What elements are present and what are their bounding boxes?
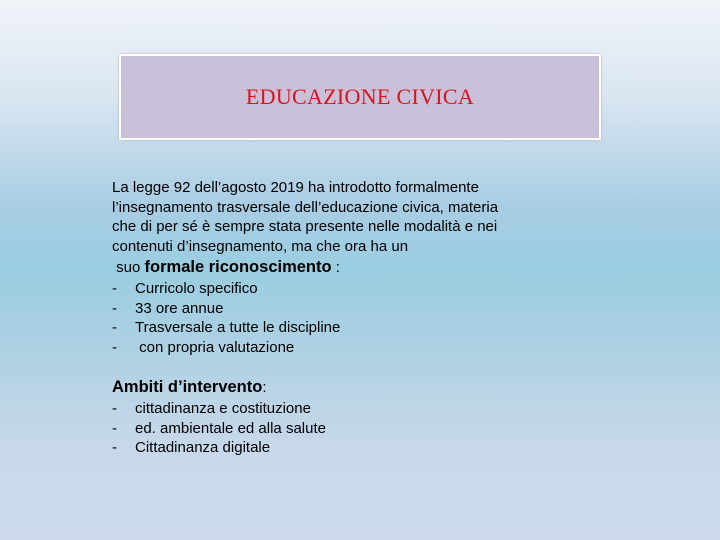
intro-line: La legge 92 dell’agosto 2019 ha introdotto formalmente: [112, 179, 479, 196]
item-text: Cittadinanza digitale: [135, 439, 271, 456]
ambiti-list: [112, 399, 582, 458]
bullet: -: [112, 299, 117, 317]
bullet: -: [112, 419, 117, 437]
recognition-line: [112, 256, 582, 279]
ambiti-heading: [112, 376, 582, 399]
intro-line: contenuti d’insegnamento, ma che ora ha un: [112, 237, 409, 255]
slide-title: EDUCAZIONE CIVICA: [245, 84, 475, 109]
item-text: Trasversale a tutte le discipline: [135, 319, 341, 336]
recognition-bold: formale riconoscimento: [144, 258, 332, 276]
bullet: -: [112, 439, 117, 456]
list-item: [112, 338, 582, 358]
bullet: -: [112, 280, 117, 297]
item-text: ed. ambientale ed alla salute: [135, 419, 326, 437]
intro-line: l’insegnamento trasversale dell’educazione civica, materia: [112, 198, 499, 216]
item-text: Curricolo specifico: [135, 280, 258, 297]
item-text: cittadinanza e costituzione: [135, 400, 311, 417]
list-item: [112, 279, 582, 299]
list-item: [112, 419, 582, 439]
ambiti-suffix: :: [262, 379, 267, 396]
ambiti-heading-text: Ambiti d’intervento: [112, 378, 263, 396]
slide-body: [112, 178, 582, 458]
title-box: [119, 54, 601, 140]
features-list: [112, 279, 582, 357]
bullet: -: [112, 319, 117, 336]
bullet: -: [112, 338, 117, 356]
item-text: con propria valutazione: [135, 338, 295, 356]
list-item: [112, 399, 582, 419]
recognition-suffix: :: [331, 259, 340, 276]
list-item: [112, 299, 582, 319]
item-text: 33 ore annue: [135, 299, 224, 317]
intro-line: che di per sé è sempre stata presente nelle modalità e nei: [112, 218, 498, 235]
list-item: [112, 438, 582, 458]
recognition-prefix: suo: [112, 259, 145, 276]
bullet: -: [112, 400, 117, 417]
list-item: [112, 318, 582, 338]
